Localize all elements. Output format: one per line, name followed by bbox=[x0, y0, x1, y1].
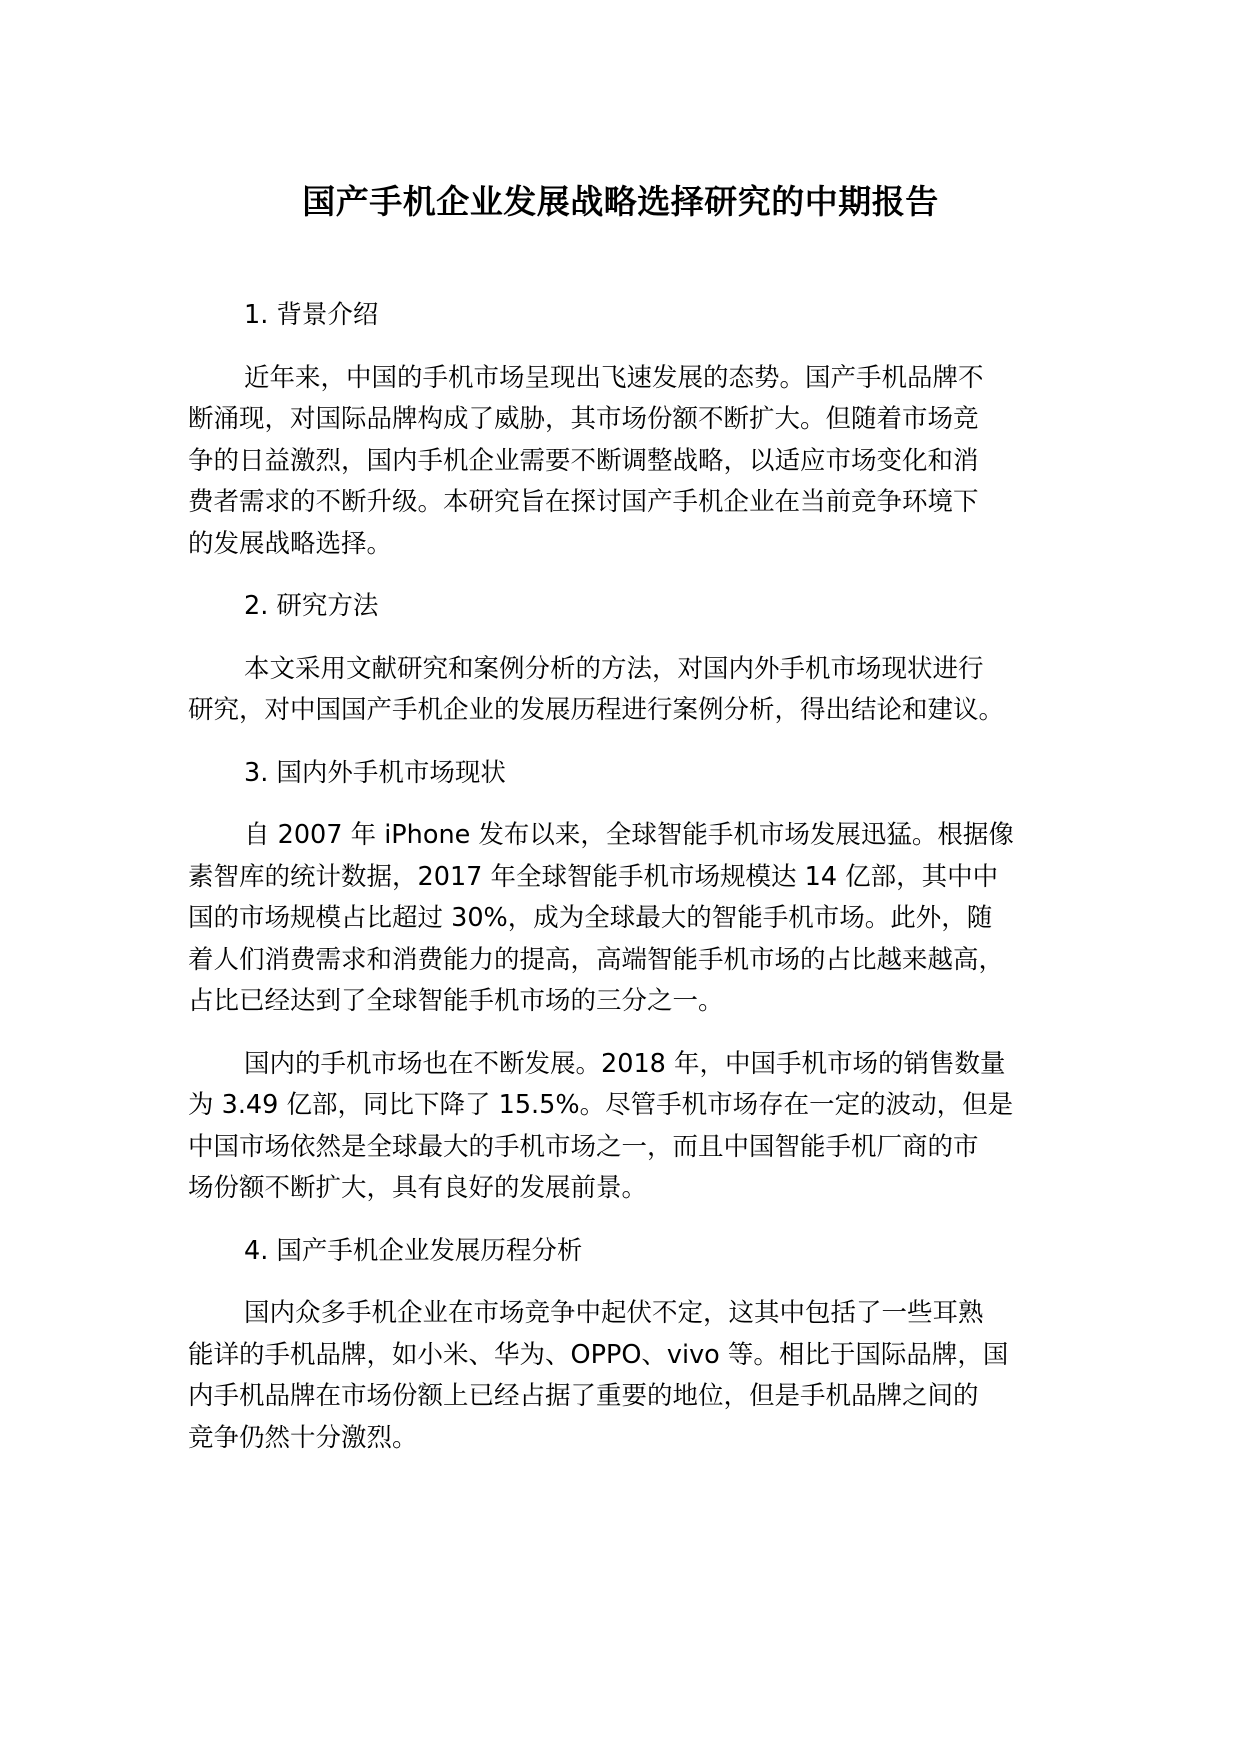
text-line: 国内的手机市场也在不断发展。2018 年，中国手机市场的销售数量 bbox=[244, 1048, 1006, 1079]
text-line: 费者需求的不断升级。本研究旨在探讨国产手机企业在当前竞争环境下 bbox=[188, 487, 979, 517]
text-line: 本文采用文献研究和案例分析的方法，对国内外手机市场现状进行 bbox=[244, 653, 984, 684]
document-title: 国产手机企业发展战略选择研究的中期报告 bbox=[302, 182, 939, 221]
text-line: 的发展战略选择。 bbox=[188, 528, 393, 559]
section-heading-background: 1. 背景介绍 bbox=[244, 300, 379, 330]
text-line: 场份额不断扩大，具有良好的发展前景。 bbox=[188, 1173, 648, 1203]
paragraph bbox=[188, 649, 1088, 732]
paragraph bbox=[188, 358, 1088, 566]
paragraph bbox=[188, 1044, 1088, 1210]
document-body bbox=[188, 295, 1088, 1480]
text-line: 国的市场规模占比超过 30%，成为全球最大的智能手机市场。此外，随 bbox=[188, 903, 993, 933]
paragraph bbox=[188, 1293, 1088, 1459]
section-heading-history: 4. 国产手机企业发展历程分析 bbox=[244, 1235, 583, 1266]
section-heading-method: 2. 研究方法 bbox=[244, 591, 379, 621]
text-line: 素智库的统计数据，2017 年全球智能手机市场规模达 14 亿部，其中中 bbox=[188, 861, 999, 892]
section-heading-market: 3. 国内外手机市场现状 bbox=[244, 757, 506, 788]
text-line: 占比已经达到了全球智能手机市场的三分之一。 bbox=[188, 986, 724, 1016]
paragraph bbox=[188, 815, 1088, 1023]
text-line: 中国市场依然是全球最大的手机市场之一，而且中国智能手机厂商的市 bbox=[188, 1131, 979, 1162]
text-line: 内手机品牌在市场份额上已经占据了重要的地位，但是手机品牌之间的 bbox=[188, 1381, 979, 1411]
text-line: 竞争仍然十分激烈。 bbox=[188, 1422, 418, 1453]
text-line: 国内众多手机企业在市场竞争中起伏不定，这其中包括了一些耳熟 bbox=[244, 1298, 984, 1328]
text-line: 为 3.49 亿部，同比下降了 15.5%。尽管手机市场存在一定的波动，但是 bbox=[188, 1090, 1014, 1120]
text-line: 研究，对中国国产手机企业的发展历程进行案例分析，得出结论和建议。 bbox=[188, 695, 1005, 725]
text-line: 能详的手机品牌，如小米、华为、OPPO、vivo 等。相比于国际品牌，国 bbox=[188, 1339, 1009, 1370]
text-line: 着人们消费需求和消费能力的提高，高端智能手机市场的占比越来越高， bbox=[188, 944, 1005, 975]
text-line: 争的日益激烈，国内手机企业需要不断调整战略，以适应市场变化和消 bbox=[188, 445, 979, 476]
text-line: 断涌现，对国际品牌构成了威胁，其市场份额不断扩大。但随着市场竞 bbox=[188, 404, 979, 434]
text-line: 近年来，中国的手机市场呈现出飞速发展的态势。国产手机品牌不 bbox=[244, 362, 984, 393]
text-line: 自 2007 年 iPhone 发布以来，全球智能手机市场发展迅猛。根据像 bbox=[244, 820, 1014, 850]
